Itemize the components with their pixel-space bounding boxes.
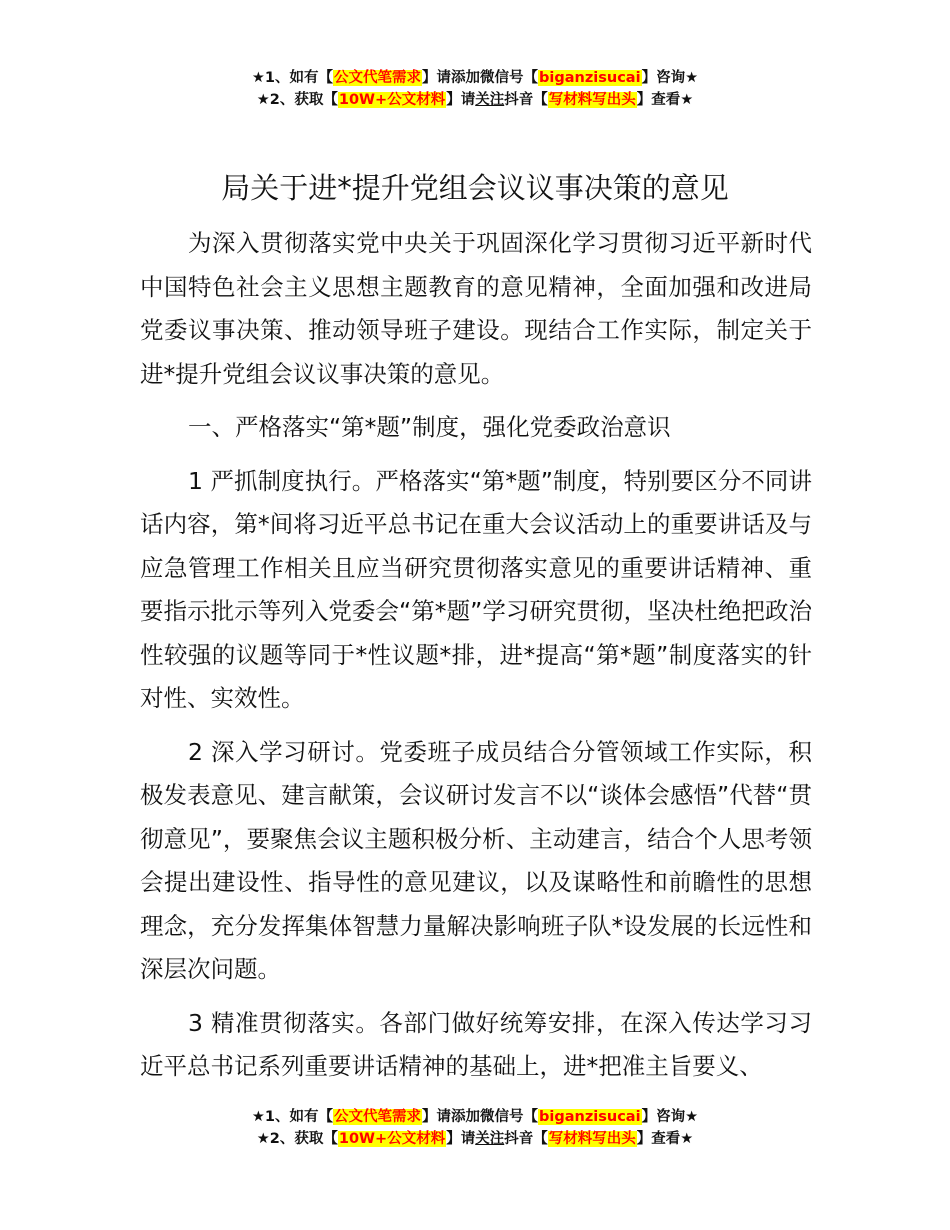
promo-line-1-highlight-service: 公文代笔需求 xyxy=(334,70,422,86)
footer-line-1-middle: 】请添 xyxy=(422,1109,466,1125)
promo-line-1-suffix: 】咨询★ xyxy=(641,70,699,86)
paragraph-item-2: 2 深入学习研讨。党委班子成员结合分管领域工作实际，积极发表意见、建言献策，会议研讨发言不以“谈体会感悟”代替“贯彻意见”，要聚焦会议主题积极分析、主动建言，结合个人思考领会提出建设性、指导性的意见建议，以及谋略性和前瞻性的思想理念，充分发挥集体智慧力量解决影响班子队*设发展的长远性和深层次问题。 xyxy=(140,737,812,983)
footer-line-1-bold: 加 xyxy=(465,1109,481,1125)
footer-line-2-middle: 】请 xyxy=(446,1131,476,1147)
promo-line-1-middle-2: 微信号【 xyxy=(480,70,539,86)
document-title: 局关于进*提升党组会议议事决策的意见 xyxy=(221,171,729,205)
footer-promo-line-2 xyxy=(0,1128,950,1150)
footer-line-2-highlight-douyin: 写材料写出头 xyxy=(548,1131,636,1147)
document-body xyxy=(140,222,812,1099)
footer-line-2-highlight-materials: 10W+公文材料 xyxy=(338,1131,446,1147)
section-heading-1: 一、严格落实“第*题”制度，强化党委政治意识 xyxy=(188,413,671,441)
paragraph-item-3: 3 精准贯彻落实。各部门做好统筹安排，在深入传达学习习近平总书记系列重要讲话精神的基础上，进*把准主旨要义、 xyxy=(140,1008,812,1080)
header-promo-banner xyxy=(0,67,950,111)
footer-line-2-prefix: ★2、获取【 xyxy=(256,1131,338,1147)
footer-line-2-suffix: 】查看★ xyxy=(636,1131,694,1147)
promo-line-1-highlight-wechat: biganzisucai xyxy=(539,70,641,86)
promo-line-2-middle: 】请 xyxy=(446,92,476,108)
promo-line-2-suffix: 】查看★ xyxy=(636,92,694,108)
paragraph-item-1: 1 严抓制度执行。严格落实“第*题”制度，特别要区分不同讲话内容，第*间将习近平总书记在重大会议活动上的重要讲话及与应急管理工作相关且应当研究贯彻落实意见的重要讲话精神、重要指示批示等列入党委会“第*题”学习研究贯彻，坚决杜绝把政治性较强的议题等同于*性议题*排，进*提高“第*题”制度落实的针对性、实效性。 xyxy=(140,466,812,712)
promo-line-2 xyxy=(0,89,950,111)
promo-line-2-underlined: 关注 xyxy=(475,92,505,108)
promo-line-2-highlight-materials: 10W+公文材料 xyxy=(338,92,446,108)
promo-line-1-bold: 加 xyxy=(465,70,481,86)
promo-line-1-prefix: ★1、如有【 xyxy=(251,70,334,86)
footer-line-1-highlight-wechat: biganzisucai xyxy=(539,1109,641,1125)
footer-promo-banner xyxy=(0,1106,950,1150)
footer-line-2-underlined: 关注 xyxy=(475,1131,505,1147)
promo-line-2-highlight-douyin: 写材料写出头 xyxy=(548,92,636,108)
footer-line-1-suffix: 】咨询★ xyxy=(641,1109,699,1125)
footer-line-1-prefix: ★1、如有【 xyxy=(251,1109,334,1125)
footer-line-1-highlight-service: 公文代笔需求 xyxy=(334,1109,422,1125)
promo-line-1 xyxy=(0,67,950,89)
promo-line-1-middle: 】请添 xyxy=(422,70,466,86)
paragraph-intro: 为深入贯彻落实党中央关于巩固深化学习贯彻习近平新时代中国特色社会主义思想主题教育的意见精神，全面加强和改进局党委议事决策、推动领导班子建设。现结合工作实际，制定关于进*提升党组会议议事决策的意见。 xyxy=(140,229,812,388)
promo-line-2-prefix: ★2、获取【 xyxy=(256,92,338,108)
footer-line-1-middle-2: 微信号【 xyxy=(480,1109,539,1125)
footer-line-2-middle-2: 抖音【 xyxy=(504,1131,548,1147)
footer-promo-line-1 xyxy=(0,1106,950,1128)
promo-line-2-middle-2: 抖音【 xyxy=(504,92,548,108)
